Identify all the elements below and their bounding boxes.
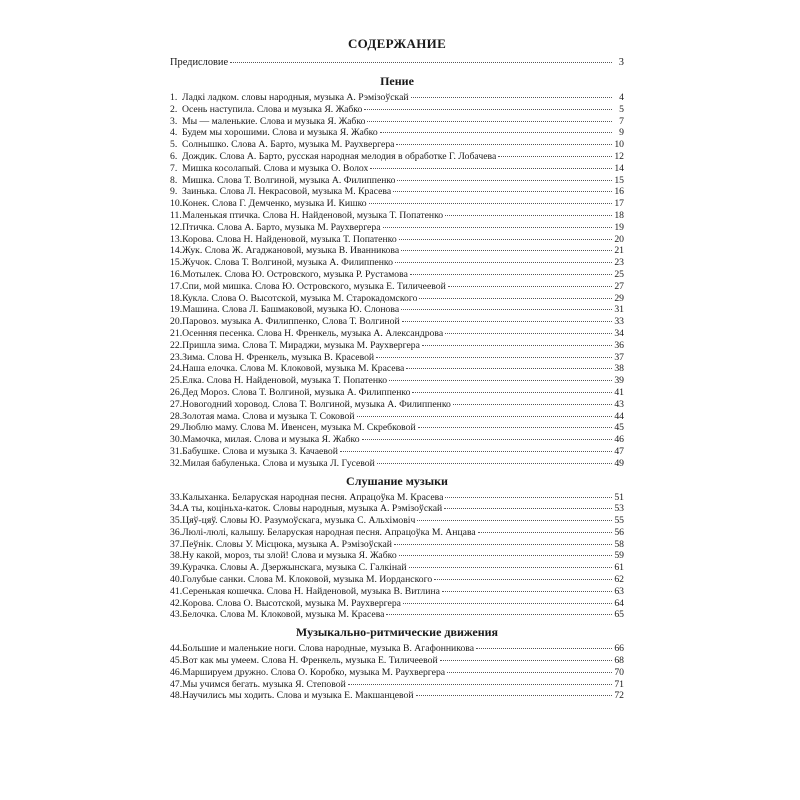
dot-leader — [440, 660, 612, 661]
entry-page: 44 — [614, 410, 624, 422]
entry-page: 53 — [614, 503, 624, 515]
toc-entry — [170, 690, 624, 702]
entry-title: Елка. Слова Н. Найденовой, музыка Т. Попатенко — [182, 375, 388, 387]
dot-leader — [417, 520, 612, 521]
dot-leader — [476, 648, 612, 649]
dot-leader — [422, 345, 612, 346]
entry-page: 65 — [614, 609, 624, 621]
entry-number: 48. — [170, 690, 183, 702]
entry-page: 21 — [614, 245, 624, 257]
toc-entry — [170, 352, 624, 364]
dot-leader — [434, 579, 612, 580]
section-title: Пение — [380, 74, 414, 88]
dot-leader — [444, 508, 612, 509]
entry-number: 39. — [170, 562, 183, 574]
entry-number: 32. — [170, 457, 183, 469]
entry-title: Спи, мой мишка. Слова Ю. Островского, музыка Е. Тиличеевой — [182, 280, 446, 292]
toc-entry — [170, 562, 624, 574]
entry-page: 56 — [614, 526, 624, 538]
entry-title: Мишка. Слова Т. Волгиной, музыка А. Филиппенко — [182, 174, 396, 186]
dot-leader — [397, 180, 612, 181]
toc-entry — [170, 609, 624, 621]
toc-sections — [170, 70, 624, 702]
section-entries — [170, 92, 624, 470]
entry-page: 58 — [614, 538, 624, 550]
entry-title: Голубые санки. Слова М. Клоковой, музыка М. Иорданского — [182, 574, 433, 586]
entry-page: 9 — [619, 127, 624, 139]
entry-title: Корова. Слова О. Высотской, музыка М. Раухвергера — [182, 597, 401, 609]
toc-entry — [170, 446, 624, 458]
entry-title: Машина. Слова Л. Башмаковой, музыка Ю. Слонова — [182, 304, 400, 316]
toc-entry — [170, 328, 624, 340]
entry-title: Новогодний хоровод. Слова Т. Волгиной, музыка А. Филиппенко — [182, 398, 451, 410]
entry-number: 35. — [170, 515, 183, 527]
entry-title: Жучок. Слова Т. Волгиной, музыка А. Филиппенко — [182, 257, 393, 269]
entry-title: Мотылек. Слова Ю. Островского, музыка Р. Рустамова — [182, 268, 408, 280]
entry-title: Осенняя песенка. Слова Н. Френкель, музыка А. Александрова — [182, 327, 444, 339]
entry-title: Вот как мы умеем. Слова Н. Френкель, музыка Е. Тиличеевой — [182, 655, 438, 667]
toc-entry — [170, 411, 624, 423]
entry-title: Конек. Слова Г. Демченко, музыка И. Кишко — [182, 198, 367, 210]
entry-number: 13. — [170, 233, 183, 245]
toc-entry — [170, 492, 624, 504]
entry-title: Пришла зима. Слова Т. Мираджи, музыка М. Раухвергера — [182, 339, 420, 351]
dot-leader — [370, 168, 612, 169]
dot-leader — [445, 215, 612, 216]
toc-entry — [170, 434, 624, 446]
dot-leader — [401, 309, 612, 310]
entry-page: 36 — [614, 339, 624, 351]
entry-title: Золотая мама. Слова и музыка Т. Соковой — [182, 410, 355, 422]
entry-title: А ты, коціньха-каток. Словы народныя, музыка А. Рэмізоўскай — [182, 503, 443, 515]
entry-page: 29 — [614, 292, 624, 304]
entry-title: Большие и маленькие ноги. Слова народные, музыка В. Агафонникова — [182, 643, 475, 655]
entry-number: 27. — [170, 398, 183, 410]
entry-title: Курачка. Словы А. Дзержынскага, музыка С. Галкінай — [182, 562, 407, 574]
dot-leader — [230, 62, 612, 63]
entry-number: 44. — [170, 643, 183, 655]
entry-title: Милая бабуленька. Слова и музыка Л. Гусевой — [182, 457, 375, 469]
dot-leader — [403, 603, 612, 604]
toc-entry — [170, 281, 624, 293]
entry-page: 66 — [614, 643, 624, 655]
dot-leader — [377, 463, 612, 464]
entry-number: 31. — [170, 445, 183, 457]
toc-entry — [170, 139, 624, 151]
entry-title: Цяў-цяў. Словы Ю. Разумоўскага, музыка С. Альхімовіч — [182, 515, 416, 527]
dot-leader — [411, 97, 612, 98]
toc-entry — [170, 245, 624, 257]
entry-number: 17. — [170, 280, 183, 292]
entry-number: 47. — [170, 678, 183, 690]
entry-title: Заинька. Слова Л. Некрасовой, музыка М. Красева — [182, 186, 392, 198]
dot-leader — [419, 298, 612, 299]
entry-number: 7. — [170, 162, 178, 174]
toc-entry — [170, 92, 624, 104]
toc-entry — [170, 527, 624, 539]
entry-page: 12 — [614, 150, 624, 162]
entry-page: 19 — [614, 221, 624, 233]
entry-page: 47 — [614, 445, 624, 457]
entry-title: Дождик. Слова А. Барто, русская народная мелодия в обработке Г. Лобачева — [182, 150, 497, 162]
preface-label: Предисловие — [170, 57, 229, 68]
entry-page: 55 — [614, 515, 624, 527]
toc-entry — [170, 679, 624, 691]
entry-page: 59 — [614, 550, 624, 562]
entry-page: 25 — [614, 268, 624, 280]
entry-title: Мы учимся бегать. музыка Я. Степовой — [182, 678, 346, 690]
dot-leader — [362, 439, 612, 440]
toc-entry — [170, 257, 624, 269]
entry-number: 4. — [170, 127, 178, 139]
entry-title: Зима. Слова Н. Френкель, музыка В. Красевой — [182, 351, 375, 363]
entry-number: 34. — [170, 503, 183, 515]
toc-entry — [170, 304, 624, 316]
toc-entry — [170, 186, 624, 198]
toc-entry — [170, 598, 624, 610]
toc-entry — [170, 222, 624, 234]
entry-number: 1. — [170, 92, 178, 103]
dot-leader — [386, 614, 612, 615]
dot-leader — [348, 684, 612, 685]
entry-number: 45. — [170, 655, 183, 667]
toc-entry — [170, 363, 624, 375]
entry-title: Белочка. Слова М. Клоковой, музыка М. Красева — [182, 609, 385, 621]
dot-leader — [393, 191, 612, 192]
entry-title: Корова. Слова Н. Найденовой, музыка Т. Попатенко — [182, 233, 397, 245]
entry-page: 38 — [614, 363, 624, 375]
entry-number: 15. — [170, 257, 183, 269]
entry-number: 18. — [170, 292, 183, 304]
entry-number: 8. — [170, 174, 178, 186]
dot-leader — [389, 380, 612, 381]
entry-number: 22. — [170, 339, 183, 351]
entry-page: 17 — [614, 198, 624, 210]
toc-entry — [170, 175, 624, 187]
toc-entry — [170, 116, 624, 128]
entry-number: 9. — [170, 186, 178, 198]
dot-leader — [478, 532, 612, 533]
entry-title: Птичка. Слова А. Барто, музыка М. Раухвергера — [182, 221, 381, 233]
entry-page: 4 — [619, 92, 624, 103]
entry-number: 38. — [170, 550, 183, 562]
entry-title: Осень наступила. Слова и музыка Я. Жабко — [182, 103, 363, 115]
dot-leader — [453, 404, 612, 405]
toc-entry — [170, 643, 624, 655]
dot-leader — [406, 368, 612, 369]
entry-title: Ну какой, мороз, ты злой! Слова и музыка Я. Жабко — [182, 550, 397, 562]
entry-number: 24. — [170, 363, 183, 375]
entry-number: 5. — [170, 139, 178, 151]
entry-number: 2. — [170, 103, 178, 115]
entry-title: Люблю маму. Слова М. Ивенсен, музыка М. Скребковой — [182, 422, 416, 434]
entry-page: 49 — [614, 457, 624, 469]
entry-number: 14. — [170, 245, 183, 257]
dot-leader — [369, 203, 612, 204]
entry-page: 33 — [614, 316, 624, 328]
entry-title: Жук. Слова Ж. Агаджановой, музыка В. Иванникова — [182, 245, 400, 257]
entry-page: 37 — [614, 351, 624, 363]
entry-page: 34 — [614, 327, 624, 339]
entry-number: 23. — [170, 351, 183, 363]
entry-title: Кукла. Слова О. Высотской, музыка М. Старокадомского — [182, 292, 418, 304]
dot-leader — [409, 567, 612, 568]
dot-leader — [399, 239, 612, 240]
toc-entry — [170, 210, 624, 222]
toc-entry — [170, 422, 624, 434]
entry-title: Маленькая птичка. Слова Н. Найденовой, музыка Т. Попатенко — [182, 209, 444, 221]
entry-page: 61 — [614, 562, 624, 574]
dot-leader — [364, 109, 612, 110]
toc-entry — [170, 387, 624, 399]
toc-entry — [170, 399, 624, 411]
entry-page: 46 — [614, 434, 624, 446]
entry-number: 41. — [170, 585, 183, 597]
entry-page: 63 — [614, 585, 624, 597]
entry-title: Будем мы хорошими. Слова и музыка Я. Жабко — [182, 127, 378, 139]
toc-entry — [170, 293, 624, 305]
entry-page: 71 — [614, 678, 624, 690]
dot-leader — [376, 357, 612, 358]
dot-leader — [402, 321, 612, 322]
dot-leader — [416, 695, 612, 696]
entry-page: 16 — [614, 186, 624, 198]
entry-number: 40. — [170, 574, 183, 586]
preface-page: 3 — [618, 57, 624, 68]
entry-number: 28. — [170, 410, 183, 422]
dot-leader — [380, 132, 612, 133]
toc-page — [170, 30, 624, 702]
entry-number: 46. — [170, 666, 183, 678]
toc-entry — [170, 316, 624, 328]
dot-leader — [399, 555, 612, 556]
preface-entry — [170, 56, 624, 70]
dot-leader — [418, 427, 612, 428]
entry-title: Серенькая кошечка. Слова Н. Найденовой, музыка В. Витлина — [182, 585, 440, 597]
dot-leader — [412, 392, 612, 393]
entry-number: 16. — [170, 268, 183, 280]
entry-title: Мы — маленькие. Слова и музыка Я. Жабко — [182, 115, 366, 127]
dot-leader — [357, 416, 612, 417]
dot-leader — [340, 451, 612, 452]
toc-entry — [170, 104, 624, 116]
toc-entry — [170, 655, 624, 667]
dot-leader — [498, 156, 612, 157]
dot-leader — [401, 250, 612, 251]
entry-number: 30. — [170, 434, 183, 446]
entry-number: 36. — [170, 526, 183, 538]
entry-page: 23 — [614, 257, 624, 269]
toc-entry — [170, 127, 624, 139]
entry-page: 10 — [614, 139, 624, 151]
entry-title: Мишка косолапый. Слова и музыка О. Волох — [182, 162, 369, 174]
dot-leader — [447, 672, 612, 673]
entry-title: Дед Мороз. Слова Т. Волгиной, музыка А. Филиппенко — [182, 386, 411, 398]
toc-entry — [170, 539, 624, 551]
dot-leader — [445, 333, 612, 334]
toc-entry — [170, 340, 624, 352]
entry-page: 70 — [614, 666, 624, 678]
toc-entry — [170, 458, 624, 470]
entry-page: 14 — [614, 162, 624, 174]
entry-title: Паровоз. музыка А. Филиппенко, Слова Т. Волгиной — [182, 316, 400, 328]
section-title: Музыкально-ритмические движения — [295, 625, 499, 640]
dot-leader — [395, 262, 612, 263]
entry-page: 45 — [614, 422, 624, 434]
dot-leader — [442, 591, 612, 592]
entry-page: 64 — [614, 597, 624, 609]
entry-page: 39 — [614, 375, 624, 387]
entry-page: 51 — [614, 491, 624, 503]
entry-number: 19. — [170, 304, 183, 316]
toc-entry — [170, 151, 624, 163]
entry-number: 33. — [170, 491, 183, 503]
toc-title: СОДЕРЖАНИЕ — [347, 36, 447, 51]
entry-number: 12. — [170, 221, 183, 233]
entry-title: Маршируем дружно. Слова О. Коробко, музыка М. Раухвергера — [182, 666, 446, 678]
entry-number: 10. — [170, 198, 183, 210]
entry-number: 37. — [170, 538, 183, 550]
entry-title: Солнышко. Слова А. Барто, музыка М. Раухвергера — [182, 139, 395, 151]
entry-page: 43 — [614, 398, 624, 410]
dot-leader — [394, 544, 612, 545]
toc-entry — [170, 574, 624, 586]
dot-leader — [383, 227, 613, 228]
entry-number: 21. — [170, 327, 183, 339]
toc-entry — [170, 269, 624, 281]
entry-title: Бабушке. Слова и музыка З. Качаевой — [182, 445, 338, 457]
entry-title: Люлі-люлі, калышу. Беларуская народная песня. Апрацоўка М. Анцава — [182, 526, 476, 538]
toc-entry — [170, 503, 624, 515]
entry-number: 26. — [170, 386, 183, 398]
entry-page: 7 — [619, 115, 624, 127]
entry-page: 20 — [614, 233, 624, 245]
section-entries — [170, 492, 624, 622]
entry-number: 29. — [170, 422, 183, 434]
entry-page: 27 — [614, 280, 624, 292]
entry-title: Мамочка, милая. Слова и музыка Я. Жабко — [182, 434, 360, 446]
section-entries — [170, 643, 624, 702]
entry-number: 25. — [170, 375, 183, 387]
entry-number: 42. — [170, 597, 183, 609]
entry-number: 3. — [170, 115, 178, 127]
toc-entry — [170, 550, 624, 562]
toc-entry — [170, 375, 624, 387]
entry-page: 41 — [614, 386, 624, 398]
toc-entry — [170, 515, 624, 527]
toc-entry — [170, 198, 624, 210]
toc-entry — [170, 586, 624, 598]
entry-page: 15 — [614, 174, 624, 186]
entry-page: 18 — [614, 209, 624, 221]
entry-title: Научились мы ходить. Слова и музыка Е. Макшанцевой — [182, 690, 414, 702]
dot-leader — [396, 144, 612, 145]
entry-page: 5 — [619, 103, 624, 115]
toc-entry — [170, 234, 624, 246]
entry-number: 20. — [170, 316, 183, 328]
entry-title: Калыханка. Беларуская народная песня. Апрацоўка М. Красева — [182, 491, 444, 503]
toc-entry — [170, 163, 624, 175]
dot-leader — [445, 497, 612, 498]
toc-entry — [170, 667, 624, 679]
dot-leader — [367, 121, 612, 122]
entry-page: 68 — [614, 655, 624, 667]
entry-title: Наша елочка. Слова М. Клоковой, музыка М. Красева — [182, 363, 405, 375]
dot-leader — [448, 286, 612, 287]
section-title: Слушание музыки — [346, 473, 448, 488]
entry-number: 11. — [170, 209, 182, 221]
entry-page: 31 — [614, 304, 624, 316]
dot-leader — [410, 274, 612, 275]
entry-page: 72 — [614, 690, 624, 702]
entry-number: 6. — [170, 150, 178, 162]
entry-number: 43. — [170, 609, 183, 621]
entry-title: Ладкі ладком. словы народныя, музыка А. Рэмізоўскай — [182, 92, 409, 103]
entry-title: Пеўнік. Словы У. Місцюка, музыка А. Рэмізоўскай — [182, 538, 392, 550]
entry-page: 62 — [614, 574, 624, 586]
